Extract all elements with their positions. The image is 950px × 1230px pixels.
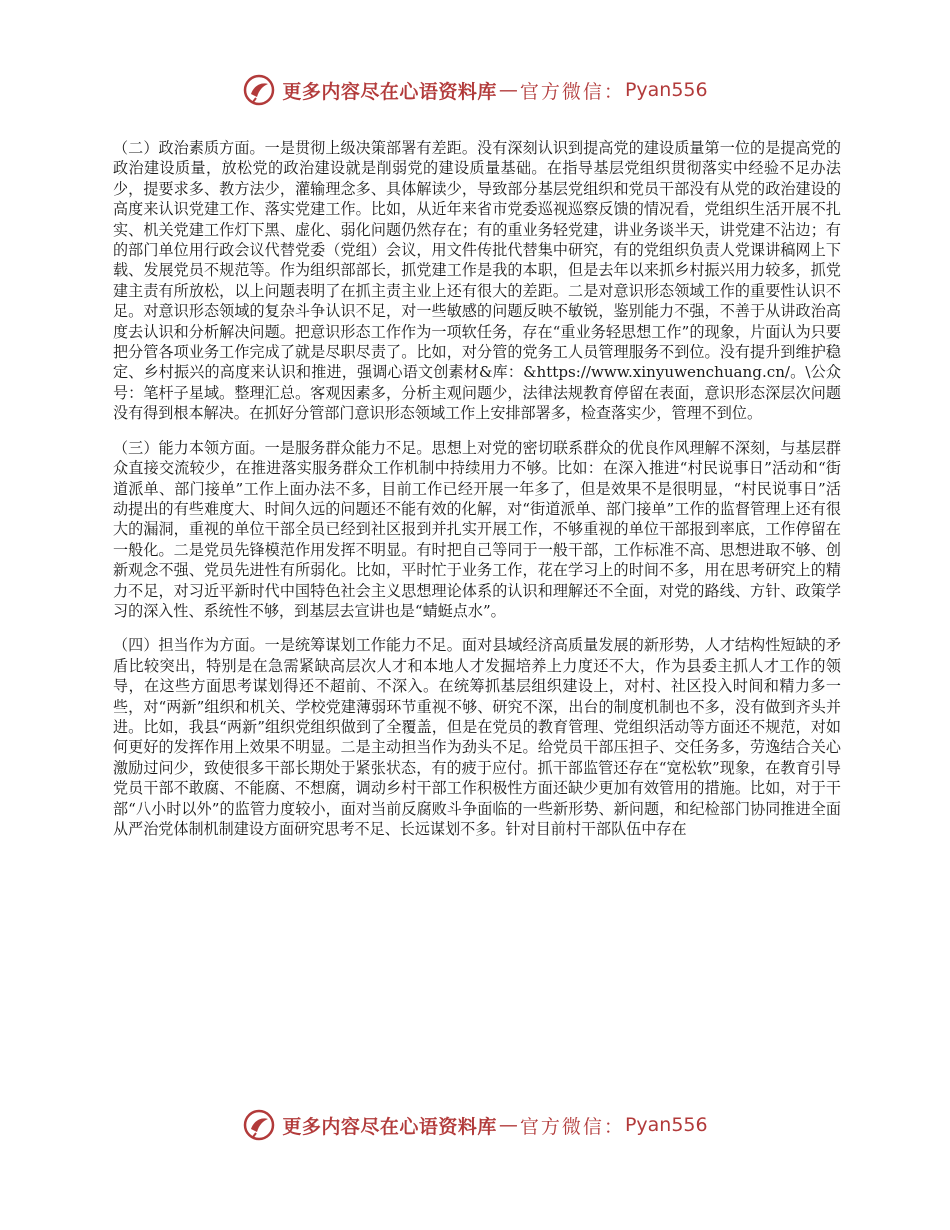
brand-logo-icon	[242, 1108, 276, 1142]
footer-banner-wechat-id: Pyan556	[624, 1114, 708, 1136]
header-banner-text	[282, 77, 707, 104]
header-banner	[0, 70, 950, 110]
header-banner-slogan: 更多内容尽在心语资料库	[282, 80, 497, 103]
footer-banner	[0, 1105, 950, 1145]
footer-banner-wechat-label: 官方微信：	[519, 1115, 625, 1138]
footer-banner-dash: —	[498, 1114, 518, 1136]
footer-banner-slogan: 更多内容尽在心语资料库	[282, 1115, 497, 1138]
header-banner-wechat-id: Pyan556	[624, 79, 708, 101]
paragraph-ability: （三）能力本领方面。一是服务群众能力不足。思想上对党的密切联系群众的优良作风理解不深刻，与基层群众直接交流较少，在推进落实服务群众工作机制中持续用力不够。比如：在深入推进“村民说事日”活动和“街道派单、部门接单”工作上面办法不多，目前工作已经开展一年多了，但是效果不是很明显，“村民说事日”活动提出的有些难度大、时间久远的问题还不能有效的化解，对“街道派单、部门接单”工作的监督管理上还有很大的漏洞，重视的单位干部全员已经到社区报到并扎实开展工作，不够重视的单位干部报到率底，工作停留在一般化。二是党员先锋模范作用发挥不明显。有时把自己等同于一般干部，工作标准不高、思想进取不够、创新观念不强、党员先进性有所弱化。比如，平时忙于业务工作，花在学习上的时间不多，用在思考研究上的精力不足，对习近平新时代中国特色社会主义思想理论体系的认识和理解还不全面，对党的路线、方针、政策学习的深入性、系统性不够，到基层去宣讲也是“蜻蜓点水”。	[113, 438, 841, 620]
paragraph-political-quality: （二）政治素质方面。一是贯彻上级决策部署有差距。没有深刻认识到提高党的建设质量第一位的是提高党的政治建设质量，放松党的政治建设就是削弱党的建设质量基础。在指导基层党组织贯彻落实中经验不足办法少，提要求多、教方法少，灌输理念多、具体解读少，导致部分基层党组织和党员干部没有从党的政治建设的高度来认识党建工作、落实党建工作。比如，从近年来省市党委巡视巡察反馈的情况看，党组织生活开展不扎实、机关党建工作灯下黑、虚化、弱化问题仍然存在；有的重业务轻党建，讲业务谈半天，讲党建不沾边；有的部门单位用行政会议代替党委（党组）会议，用文件传批代替集中研究，有的党组织负责人党课讲稿网上下载、发展党员不规范等。作为组织部部长，抓党建工作是我的本职，但是去年以来抓乡村振兴用力较多，抓党建主责有所放松，以上问题表明了在抓主责主业上还有很大的差距。二是对意识形态领域工作的重要性认识不足。对意识形态领域的复杂斗争认识不足，对一些敏感的问题反映不敏锐，鉴别能力不强，不善于从讲政治高度去认识和分析解决问题。把意识形态工作作为一项软任务，存在“重业务轻思想工作”的现象，片面认为只要把分管各项业务工作完成了就是尽职尽责了。比如，对分管的党务工人员管理服务不到位。没有提升到维护稳定、乡村振兴的高度来认识和推进，强调心语文创素材&库：&https://www.xinyuwenchuang.cn/。\公众号：笔杆子星域。整理汇总。客观因素多，分析主观问题少，法律法规教育停留在表面，意识形态深层次问题没有得到根本解决。在抓好分管部门意识形态领域工作上安排部署多，检查落实少，管理不到位。	[113, 139, 841, 423]
paragraph-responsibility: （四）担当作为方面。一是统筹谋划工作能力不足。面对县域经济高质量发展的新形势，人才结构性短缺的矛盾比较突出，特别是在急需紧缺高层次人才和本地人才发掘培养上力度还不大，作为县委主抓人才工作的领导，在这些方面思考谋划得还不超前、不深入。在统筹抓基层组织建设上，对村、社区投入时间和精力多一些，对“两新”组织和机关、学校党建薄弱环节重视不够、研究不深，出台的制度机制也不多，没有做到齐头并进。比如，我县“两新”组织党组织做到了全覆盖，但是在党员的教育管理、党组织活动等方面还不规范，对如何更好的发挥作用上效果不明显。二是主动担当作为劲头不足。给党员干部压担子、交任务多，劳逸结合关心激励过问少，致使很多干部长期处于紧张状态，有的疲于应付。抓干部监管还存在“宽松软”现象，在教育引导党员干部不敢腐、不能腐、不想腐，调动乡村干部工作积极性方面还缺少更加有效管用的措施。比如，对于干部“八小时以外”的监管力度较小，面对当前反腐败斗争面临的一些新形势、新问题，和纪检部门协同推进全面从严治党体制机制建设方面研究思考不足、长远谋划不多。针对目前村干部队伍中存在	[113, 636, 841, 838]
header-banner-dash: —	[498, 79, 518, 101]
document-body	[113, 138, 841, 853]
brand-logo-icon	[242, 73, 276, 107]
header-banner-wechat-label: 官方微信：	[519, 80, 625, 103]
footer-banner-text	[282, 1112, 707, 1139]
